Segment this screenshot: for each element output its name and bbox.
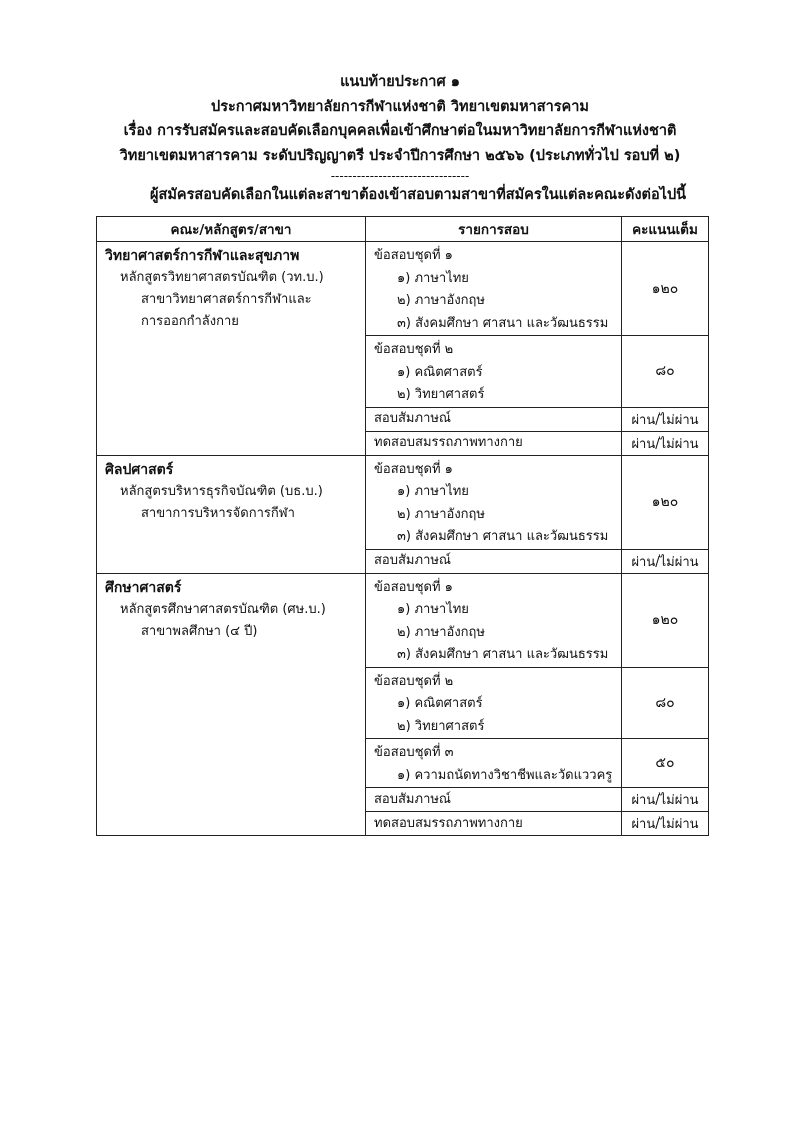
exam-subject: ๒) ภาษาอังกฤษ [397, 624, 485, 640]
faculty-name: ศิลปศาสตร์ [105, 461, 174, 478]
exam-set-title: ข้อสอบชุดที่ ๒ [374, 342, 454, 357]
score-cell: ๘๐ [622, 667, 709, 739]
score-cell: ผ่าน/ไม่ผ่าน [622, 812, 709, 836]
major-name: สาขาการบริหารจัดการกีฬา [141, 505, 295, 521]
score-cell: ๕๐ [622, 739, 709, 788]
exam-set-title: ข้อสอบชุดที่ ๒ [374, 673, 454, 689]
table-header-row [97, 217, 709, 242]
exam-set-cell [366, 242, 622, 336]
exam-set-cell [366, 739, 622, 788]
exam-set-cell [366, 455, 622, 549]
major-name: สาขาวิทยาศาสตร์การกีฬาและ [141, 292, 312, 307]
exam-set-title: ข้อสอบชุดที่ ๑ [374, 579, 453, 595]
score-cell: ๘๐ [622, 336, 709, 408]
major-name-cont: การออกกำลังกาย [141, 314, 239, 329]
header-line-1: แนบท้ายประกาศ ๑ [340, 74, 460, 90]
exam-set-cell [366, 336, 622, 408]
exam-subject: ๑) คณิตศาสตร์ [397, 364, 483, 380]
exam-subject: ๓) สังคมศึกษา ศาสนา และวัฒนธรรม [397, 529, 609, 544]
header-exam: รายการสอบ [366, 217, 622, 242]
table-intro: ผู้สมัครสอบคัดเลือกในแต่ละสาขาต้องเข้าสอบตามสาขาที่สมัครในแต่ละคณะดังต่อไปนี้ [150, 187, 687, 203]
program-name: หลักสูตรศึกษาศาสตรบัณฑิต (ศษ.บ.) [120, 601, 326, 617]
interview-label: สอบสัมภาษณ์ [366, 549, 622, 573]
faculty-cell [97, 242, 366, 456]
exam-table [96, 216, 709, 836]
score-cell: ผ่าน/ไม่ผ่าน [622, 407, 709, 431]
header-line-2: ประกาศมหาวิทยาลัยการกีฬาแห่งชาติ วิทยาเขตมหาสารคาม [211, 98, 589, 115]
interview-label: สอบสัมภาษณ์ [366, 407, 622, 431]
header-score: คะแนนเต็ม [622, 217, 709, 242]
score-cell: ผ่าน/ไม่ผ่าน [622, 431, 709, 455]
score-cell: ๑๒๐ [622, 455, 709, 549]
exam-subject: ๑) คณิตศาสตร์ [397, 696, 483, 711]
header-separator: -------------------------------- [330, 169, 470, 183]
document-header [0, 70, 800, 183]
score-cell: ๑๒๐ [622, 573, 709, 667]
physical-test-label: ทดสอบสมรรถภาพทางกาย [366, 431, 622, 455]
exam-subject: ๓) สังคมศึกษา ศาสนา และวัฒนธรรม [397, 647, 609, 662]
exam-set-title: ข้อสอบชุดที่ ๑ [374, 461, 453, 477]
exam-subject: ๑) ความถนัดทางวิชาชีพและวัดแววครู [397, 767, 613, 783]
faculty-cell [97, 573, 366, 836]
faculty-name: ศึกษาศาสตร์ [105, 579, 182, 596]
exam-subject: ๑) ภาษาไทย [397, 484, 469, 499]
exam-set-cell [366, 667, 622, 739]
program-name: หลักสูตรวิทยาศาสตรบัณฑิต (วท.บ.) [120, 270, 324, 285]
table-row [97, 573, 709, 667]
exam-subject: ๒) วิทยาศาสตร์ [397, 718, 485, 734]
exam-subject: ๒) วิทยาศาสตร์ [397, 387, 485, 402]
physical-test-label: ทดสอบสมรรถภาพทางกาย [366, 812, 622, 836]
exam-subject: ๒) ภาษาอังกฤษ [397, 506, 485, 522]
faculty-name: วิทยาศาสตร์การกีฬาและสุขภาพ [105, 248, 300, 264]
exam-subject: ๒) ภาษาอังกฤษ [397, 293, 485, 308]
exam-set-cell [366, 573, 622, 667]
score-cell: ผ่าน/ไม่ผ่าน [622, 549, 709, 573]
exam-subject: ๓) สังคมศึกษา ศาสนา และวัฒนธรรม [397, 315, 609, 331]
program-name: หลักสูตรบริหารธุรกิจบัณฑิต (บธ.บ.) [120, 483, 323, 499]
exam-subject: ๑) ภาษาไทย [397, 602, 469, 617]
score-cell: ๑๒๐ [622, 242, 709, 336]
score-cell: ผ่าน/ไม่ผ่าน [622, 788, 709, 812]
interview-label: สอบสัมภาษณ์ [366, 788, 622, 812]
header-line-4: วิทยาเขตมหาสารคาม ระดับปริญญาตรี ประจำปีการศึกษา ๒๕๖๖ (ประเภททั่วไป รอบที่ ๒) [119, 147, 681, 164]
exam-set-title: ข้อสอบชุดที่ ๓ [374, 745, 454, 760]
faculty-cell [97, 455, 366, 573]
exam-subject: ๑) ภาษาไทย [397, 270, 469, 286]
header-line-3: เรื่อง การรับสมัครและสอบคัดเลือกบุคคลเพื่อเข้าศึกษาต่อในมหาวิทยาลัยการกีฬาแห่งชาติ [123, 123, 677, 139]
table-row [97, 242, 709, 336]
exam-set-title: ข้อสอบชุดที่ ๑ [374, 248, 453, 263]
table-row [97, 455, 709, 549]
major-name: สาขาพลศึกษา (๔ ปี) [141, 623, 258, 639]
header-faculty: คณะ/หลักสูตร/สาขา [97, 217, 366, 242]
